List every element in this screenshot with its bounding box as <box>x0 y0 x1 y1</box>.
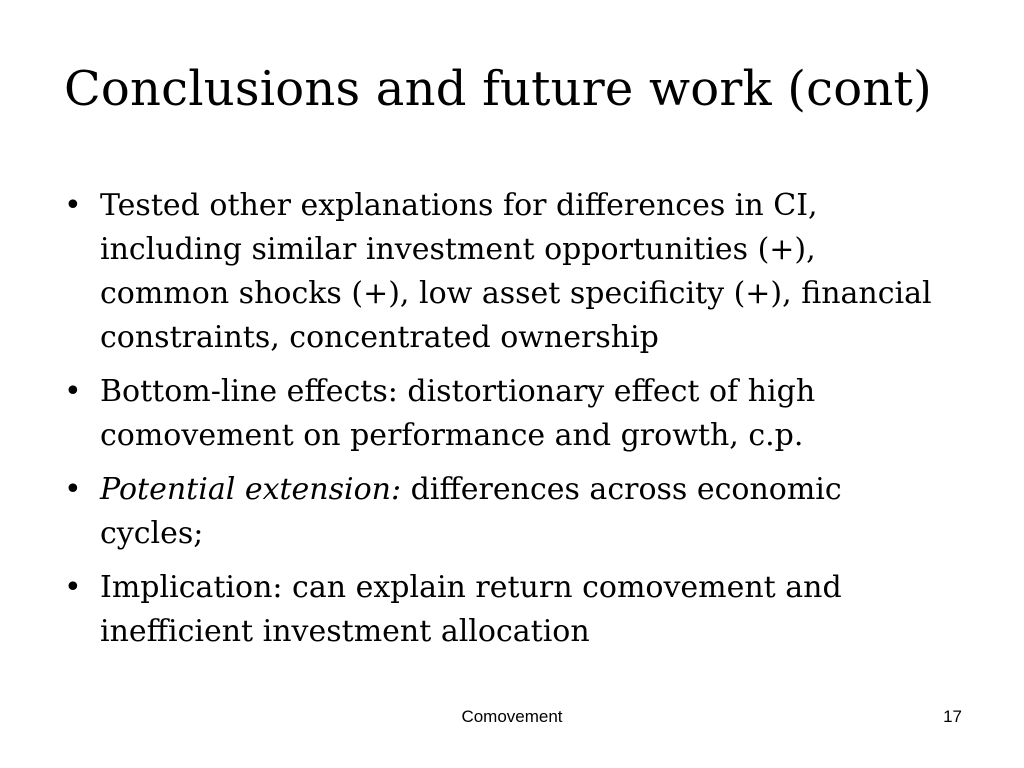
bullet-marker: • <box>64 374 82 409</box>
slide-title: Conclusions and future work (cont) <box>64 61 932 117</box>
bullet-text: Implication: can explain return comovement and inefficient investment allocation <box>100 570 842 649</box>
bullet-item-explanations <box>64 184 944 360</box>
footer-title: Comovement <box>461 707 563 726</box>
bullet-item-extension <box>64 468 944 556</box>
bullet-text: Bottom-line effects: distortionary effect of high comovement on performance and growth, c.p. <box>100 374 816 453</box>
bullet-text: Tested other explanations for differences in CI, including similar investment opportunities (+), common shocks (+), low asset specificity (+), financial constraints, concentrated ownership <box>100 188 932 355</box>
bullet-marker: • <box>64 570 82 605</box>
bullet-item-implication <box>64 566 944 654</box>
bullet-emphasis: Potential extension: <box>100 472 402 507</box>
bullet-text: differences across economic cycles; <box>100 472 842 551</box>
bullet-item-bottom-line <box>64 370 944 458</box>
bullet-marker: • <box>64 472 82 507</box>
bullet-list <box>64 184 944 664</box>
page-number: 17 <box>943 707 962 726</box>
bullet-marker: • <box>64 188 82 223</box>
